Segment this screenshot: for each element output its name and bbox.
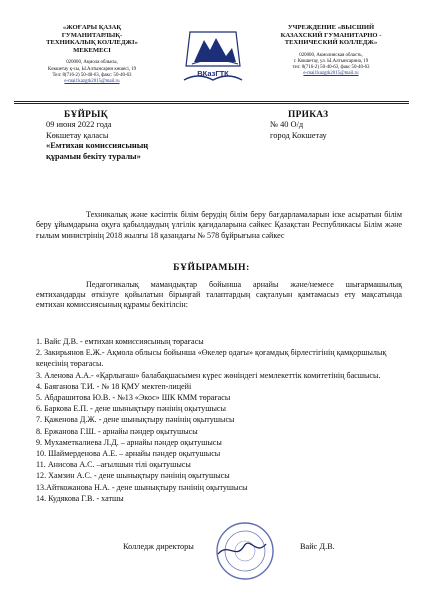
order-date: 09 июня 2022 года [46,120,112,130]
org-line: «ЖОҒАРЫ ҚАЗАҚ [62,24,122,31]
order-subject: «Емтихан комиссиясының [46,141,149,151]
decree-body [36,280,402,310]
list-item: 14. Кудякова Г.В. - хатшы [36,493,124,503]
address-kazakh [14,60,170,85]
address-line: 020000, Акмолинская область, [299,52,363,58]
header-divider-thin [14,103,409,104]
signature-name: Вайс Д.В. [300,542,335,551]
address-line: Тел: 8(716-2) 50-40-63, факс: 50-40-63 [52,72,132,78]
org-line: ГУМАНИТАРЛЫҚ- [61,31,123,39]
logo-text: ВКазГТК [197,69,229,78]
signature-label: Колледж директоры [123,542,194,551]
list-item: 4. Баяганова Т.И. - № 18 ҚМУ мектеп-лицейі [36,381,192,391]
intro-text: Техникалық және кәсіптік білім берудің білім беру бағдарламаларын іске асыратын білім беру ұйымдарына оқуға қабылдаудың үлгілік қағидаларына сәйкес Қазақстан Республикасы Білім және ғылым министрінің 2018 жылғы 18 қазандағы № 578 бұйрығына сәйкес [36,210,402,240]
order-block-kazakh [46,110,226,162]
email-link[interactable]: e-mail:kazgtk2015@mail.ru [303,71,359,77]
address-line: г. Кокшетау, ул. Ы.Алтынсарина, 19 [293,58,369,64]
intro-paragraph [36,210,402,241]
list-item: 11. Анисова А.С. –ағылшын тілі оқытушысы [36,460,191,470]
commission-members-list [36,336,416,504]
header-divider [14,101,409,102]
address-line: тел: 8(716-2) 50-40-63, факс 50-40-63 [292,65,370,71]
list-item: 1. Вайс Д.В. - емтихан комиссиясының төрағасы [36,337,204,346]
list-item: 8. Ержанова Г.Ш. - арнайы пәндер оқытушысы [36,426,198,436]
decree-text: Педагогикалық мамандықтар бойынша арнайы және/немесе шығармашылық емтихандарды өткізуге қойылатын бірыңғай талаптардың сақталуын қамтамасыз ету мақсатында емтихан комиссиясының құрамы бекітілсін: [36,280,402,310]
order-block-russian [270,110,390,141]
address-russian [250,53,412,78]
org-line: ТЕХНИЧЕСКИЙ КОЛЛЕДЖ» [284,39,378,47]
org-name-russian [250,24,412,47]
address-line: Көкшетау қ-сы, Ы.Алтынсарин көшесі, 19 [47,66,137,72]
order-subject: құрамын бекіту туралы» [46,151,141,161]
decree-heading: БҰЙЫРАМЫН: [173,262,250,273]
header-right [250,24,412,78]
signature-row [0,542,423,562]
org-line: МЕКЕМЕСІ [73,46,111,54]
org-line: ТЕХНИКАЛЫҚ КОЛЛЕДЖІ» [46,39,138,47]
list-item: 9. Мухаметкалиева Л.Д. – арнайы пәндер оқытушысы [36,437,222,447]
list-item: 7. Қаженова Д.Ж. - дене шынықтыру пәнінің оқытушысы [36,415,235,425]
email-link[interactable]: e-mail:kazgtk2015@mail.ru [64,78,120,84]
order-title: ПРИКАЗ [288,110,329,120]
college-logo-icon [178,26,248,86]
list-item: 13.Айткожанова Н.А. - дене шынықтыру пәнінің оқытушысы [36,482,248,492]
list-item: 6. Баркова Е.П. - дене шынықтыру пәнінің оқытушысы [36,404,226,414]
order-city: Көкшетау қаласы [46,130,109,140]
list-item: 2. Закирьянов Е.Ж.- Ақмола облысы бойынша «Өкелер одағы» қоғамдық бірлестігінің қамқоршылық кеңесінің төрағасы. [36,348,387,369]
org-line: УЧРЕЖДЕНИЕ «ВЫСШИЙ [287,24,375,31]
header-left [14,24,170,85]
order-city: город Кокшетау [270,130,327,140]
order-number: № 40 О/д [270,120,304,130]
list-item: 10. Шаймерденова А.Е. – арнайы пәндер оқытушысы [36,449,221,459]
address-line: 020000, Ақмола облысы, [66,60,118,66]
list-item: 12. Хамзин А.С. - дене шынықтыру пәнінің оқытушысы [36,471,230,481]
org-line: КАЗАХСКИЙ ГУМАНИТАРНО - [280,31,382,39]
list-item: 3. Аленова А.А.- «Қарлығаш» балабақшасымен күрес жөніндегі мемлекеттік комитетінің басшысы. [36,370,381,380]
order-title: БҰЙРЫҚ [64,110,108,120]
list-item: 5. Абдрашитова Ю.В. - №13 «Экос» ШК КММ төрағасы [36,393,231,403]
org-name-kazakh [14,24,170,54]
